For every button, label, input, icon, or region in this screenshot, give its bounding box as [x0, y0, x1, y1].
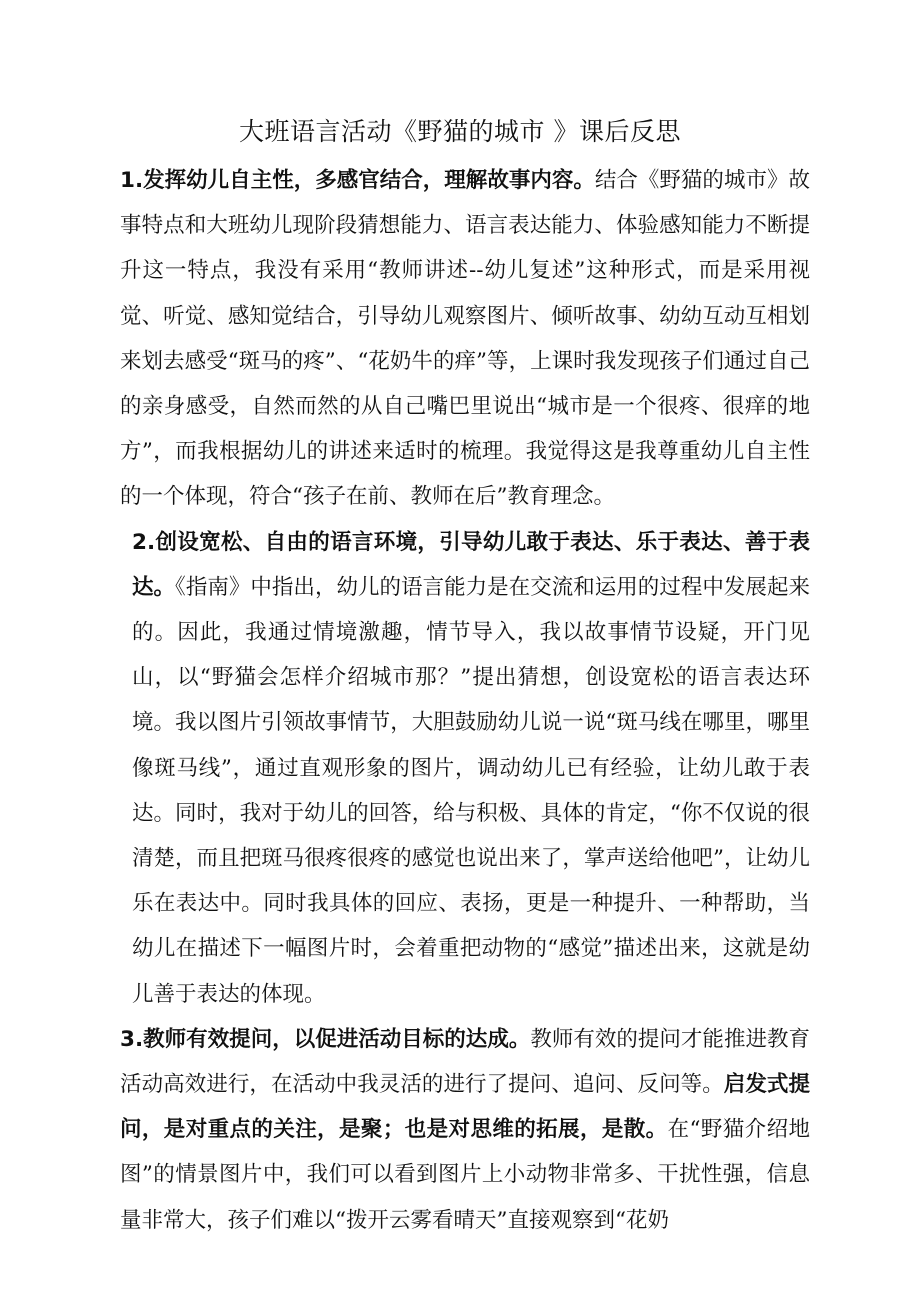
paragraph-1-heading: 1.发挥幼儿自主性，多感官结合，理解故事内容。 [120, 168, 595, 193]
paragraph-3-body-after: 在“野猫介绍地图”的情景图片中，我们可以看到图片上小动物非常多、干扰性强，信息量非常大，孩子们难以“拨开云雾看晴天”直接观察到“花奶 [120, 1117, 810, 1233]
paragraph-1 [120, 158, 810, 520]
document-body [120, 158, 810, 1243]
paragraph-1-body: 结合《野猫的城市》故事特点和大班幼儿现阶段猜想能力、语言表达能力、体验感知能力不断提升这一特点，我没有采用“教师讲述--幼儿复述”这种形式，而是采用视觉、听觉、感知觉结合，引导幼儿观察图片、倾听故事、幼幼互动互相划来划去感受“斑马的疼”、“花奶牛的痒”等，上课时我发现孩子们通过自己的亲身感受，自然而然的从自己嘴巴里说出“城市是一个很疼、很痒的地方”，而我根据幼儿的讲述来适时的梳理。我觉得这是我尊重幼儿自主性的一个体现，符合“孩子在前、教师在后”教育理念。 [120, 168, 810, 510]
paragraph-3 [120, 1017, 810, 1243]
paragraph-2-heading: 2.创设宽松、自由的语言环境，引导幼儿敢于表达、乐于表达、善于表达。 [132, 529, 810, 600]
paragraph-2-body: 《指南》中指出，幼儿的语言能力是在交流和运用的过程中发展起来的。因此，我通过情境激趣，情节导入，我以故事情节设疑，开门见山，以“野猫会怎样介绍城市那？”提出猜想，创设宽松的语言表达环境。我以图片引领故事情节，大胆鼓励幼儿说一说“斑马线在哪里，哪里像斑马线”，通过直观形象的图片，调动幼儿已有经验，让幼儿敢于表达。同时，我对于幼儿的回答，给与积极、具体的肯定，“你不仅说的很清楚，而且把斑马很疼很疼的感觉也说出来了，掌声送给他吧”，让幼儿乐在表达中。同时我具体的回应、表扬，更是一种提升、一种帮助，当幼儿在描述下一幅图片时，会着重把动物的“感觉”描述出来，这就是幼儿善于表达的体现。 [132, 574, 810, 1007]
document-title: 大班语言活动《野猫的城市 》课后反思 [239, 117, 681, 146]
paragraph-3-emphasis: 启发式提问，是对重点的关注，是聚；也是对思维的拓展，是散。 [120, 1072, 810, 1143]
paragraph-3-body-before: 教师有效的提问才能推进教育活动高效进行，在活动中我灵活的进行了提问、追问、反问等。 [120, 1026, 810, 1098]
paragraph-2 [120, 520, 810, 1017]
paragraph-3-heading: 3.教师有效提问，以促进活动目标的达成。 [120, 1026, 531, 1052]
